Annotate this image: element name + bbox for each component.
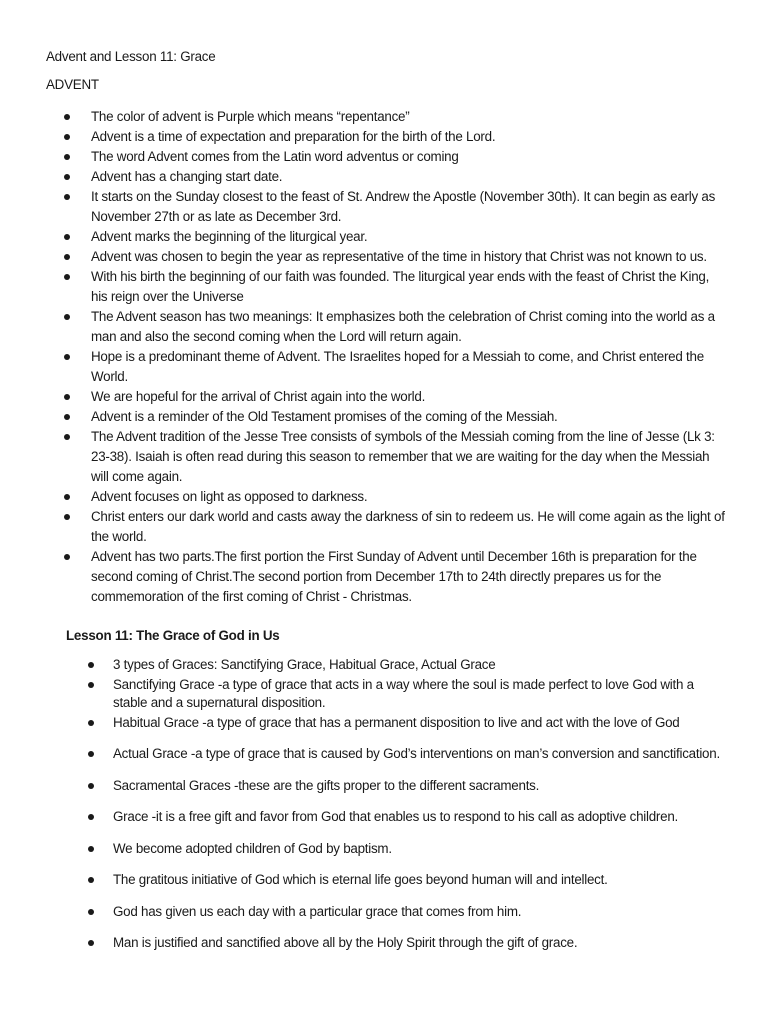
list-item (88, 745, 728, 764)
bullet-icon (64, 194, 70, 200)
bullet-icon (64, 174, 70, 180)
list-item (64, 407, 728, 427)
list-item-text: Habitual Grace -a type of grace that has a permanent disposition to live and act with the love of God (113, 714, 680, 730)
advent-heading: ADVENT (46, 77, 99, 92)
bullet-icon (88, 846, 94, 852)
bullet-icon (88, 751, 94, 757)
advent-list (64, 107, 728, 607)
bullet-icon (88, 814, 94, 820)
list-item-text: It starts on the Sunday closest to the feast of St. Andrew the Apostle (November 30th). It can begin as early as November 27th or as late as December 3rd. (91, 189, 716, 224)
list-item-text: Advent has two parts.The first portion the First Sunday of Advent until December 16th is preparation for the second coming of Christ.The second portion from December 17th to 24th directly prepares us for the commemoration of the first coming of Christ - Christmas. (91, 549, 697, 604)
list-item (88, 840, 728, 859)
list-item (64, 227, 728, 247)
list-item-text: The Advent tradition of the Jesse Tree consists of symbols of the Messiah coming from the line of Jesse (Lk 3: 23-38). Isaiah is often read during this season to remember that we are waiting for the day when the Messiah will come again. (91, 429, 715, 484)
list-item (64, 147, 728, 167)
bullet-icon (64, 434, 70, 440)
list-item (88, 714, 728, 733)
bullet-icon (64, 134, 70, 140)
list-item (88, 871, 728, 890)
bullet-icon (88, 720, 94, 726)
list-item (64, 487, 728, 507)
bullet-icon (64, 514, 70, 520)
bullet-icon (88, 909, 94, 915)
list-item-text: With his birth the beginning of our faith was founded. The liturgical year ends with the feast of Christ the King, his reign over the Universe (91, 269, 710, 304)
bullet-icon (88, 682, 94, 688)
bullet-icon (88, 940, 94, 946)
bullet-icon (64, 354, 70, 360)
list-item-text: Sanctifying Grace -a type of grace that acts in a way where the soul is made perfect to love God with a stable and a supernatural disposition. (113, 676, 694, 710)
list-item-text: Advent is a reminder of the Old Testament promises of the coming of the Messiah. (91, 409, 558, 424)
list-item-text: We are hopeful for the arrival of Christ again into the world. (91, 389, 426, 404)
list-item-text: The gratitous initiative of God which is eternal life goes beyond human will and intellect. (113, 872, 608, 887)
list-item (64, 187, 728, 227)
bullet-icon (88, 877, 94, 883)
document-title: Advent and Lesson 11: Grace (46, 49, 216, 64)
list-item (64, 127, 728, 147)
bullet-icon (88, 783, 94, 789)
list-item-text: Hope is a predominant theme of Advent. The Israelites hoped for a Messiah to come, and Christ entered the World. (91, 349, 704, 384)
bullet-icon (88, 662, 94, 668)
list-item-text: Advent was chosen to begin the year as representative of the time in history that Christ was not known to us. (91, 249, 707, 264)
list-item (88, 777, 728, 796)
bullet-icon (64, 394, 70, 400)
list-item (64, 387, 728, 407)
bullet-icon (64, 254, 70, 260)
list-item-text: 3 types of Graces: Sanctifying Grace, Habitual Grace, Actual Grace (113, 657, 496, 672)
list-item-text: We become adopted children of God by baptism. (113, 840, 392, 856)
list-item-text: Advent marks the beginning of the liturgical year. (91, 229, 368, 244)
list-item-text: God has given us each day with a particular grace that comes from him. (113, 903, 522, 919)
list-item-text: Sacramental Graces -these are the gifts proper to the different sacraments. (113, 777, 540, 793)
lesson-list (88, 656, 728, 953)
bullet-icon (64, 414, 70, 420)
list-item-text: The color of advent is Purple which means “repentance” (91, 109, 410, 124)
list-item (88, 676, 728, 713)
list-item-text: Advent focuses on light as opposed to darkness. (91, 489, 368, 504)
list-item (64, 307, 728, 347)
list-item-text: Advent is a time of expectation and preparation for the birth of the Lord. (91, 129, 496, 144)
list-item (64, 427, 728, 487)
bullet-icon (64, 554, 70, 560)
list-item-text: Christ enters our dark world and casts away the darkness of sin to redeem us. He will come again as the light of the world. (91, 509, 725, 544)
list-item (64, 247, 728, 267)
list-item (88, 903, 728, 922)
list-item-text: Actual Grace -a type of grace that is caused by God’s interventions on man’s conversion and sanctification. (113, 746, 720, 761)
bullet-icon (64, 274, 70, 280)
list-item (64, 167, 728, 187)
bullet-icon (64, 114, 70, 120)
list-item-text: The Advent season has two meanings: It emphasizes both the celebration of Christ coming into the world as a man and also the second coming when the Lord will return again. (91, 309, 715, 344)
lesson-heading: Lesson 11: The Grace of God in Us (66, 628, 280, 643)
list-item (64, 347, 728, 387)
list-item-text: Man is justified and sanctified above all by the Holy Spirit through the gift of grace. (113, 935, 578, 950)
bullet-icon (64, 314, 70, 320)
list-item (64, 267, 728, 307)
list-item (64, 507, 728, 547)
list-item-text: Advent has a changing start date. (91, 169, 283, 184)
bullet-icon (64, 154, 70, 160)
list-item (64, 547, 728, 607)
list-item-text: Grace -it is a free gift and favor from God that enables us to respond to his call as adoptive children. (113, 809, 678, 824)
list-item (88, 934, 728, 953)
list-item (64, 107, 728, 127)
bullet-icon (64, 234, 70, 240)
bullet-icon (64, 494, 70, 500)
list-item (88, 656, 728, 675)
list-item-text: The word Advent comes from the Latin word adventus or coming (91, 149, 459, 164)
list-item (88, 808, 728, 827)
